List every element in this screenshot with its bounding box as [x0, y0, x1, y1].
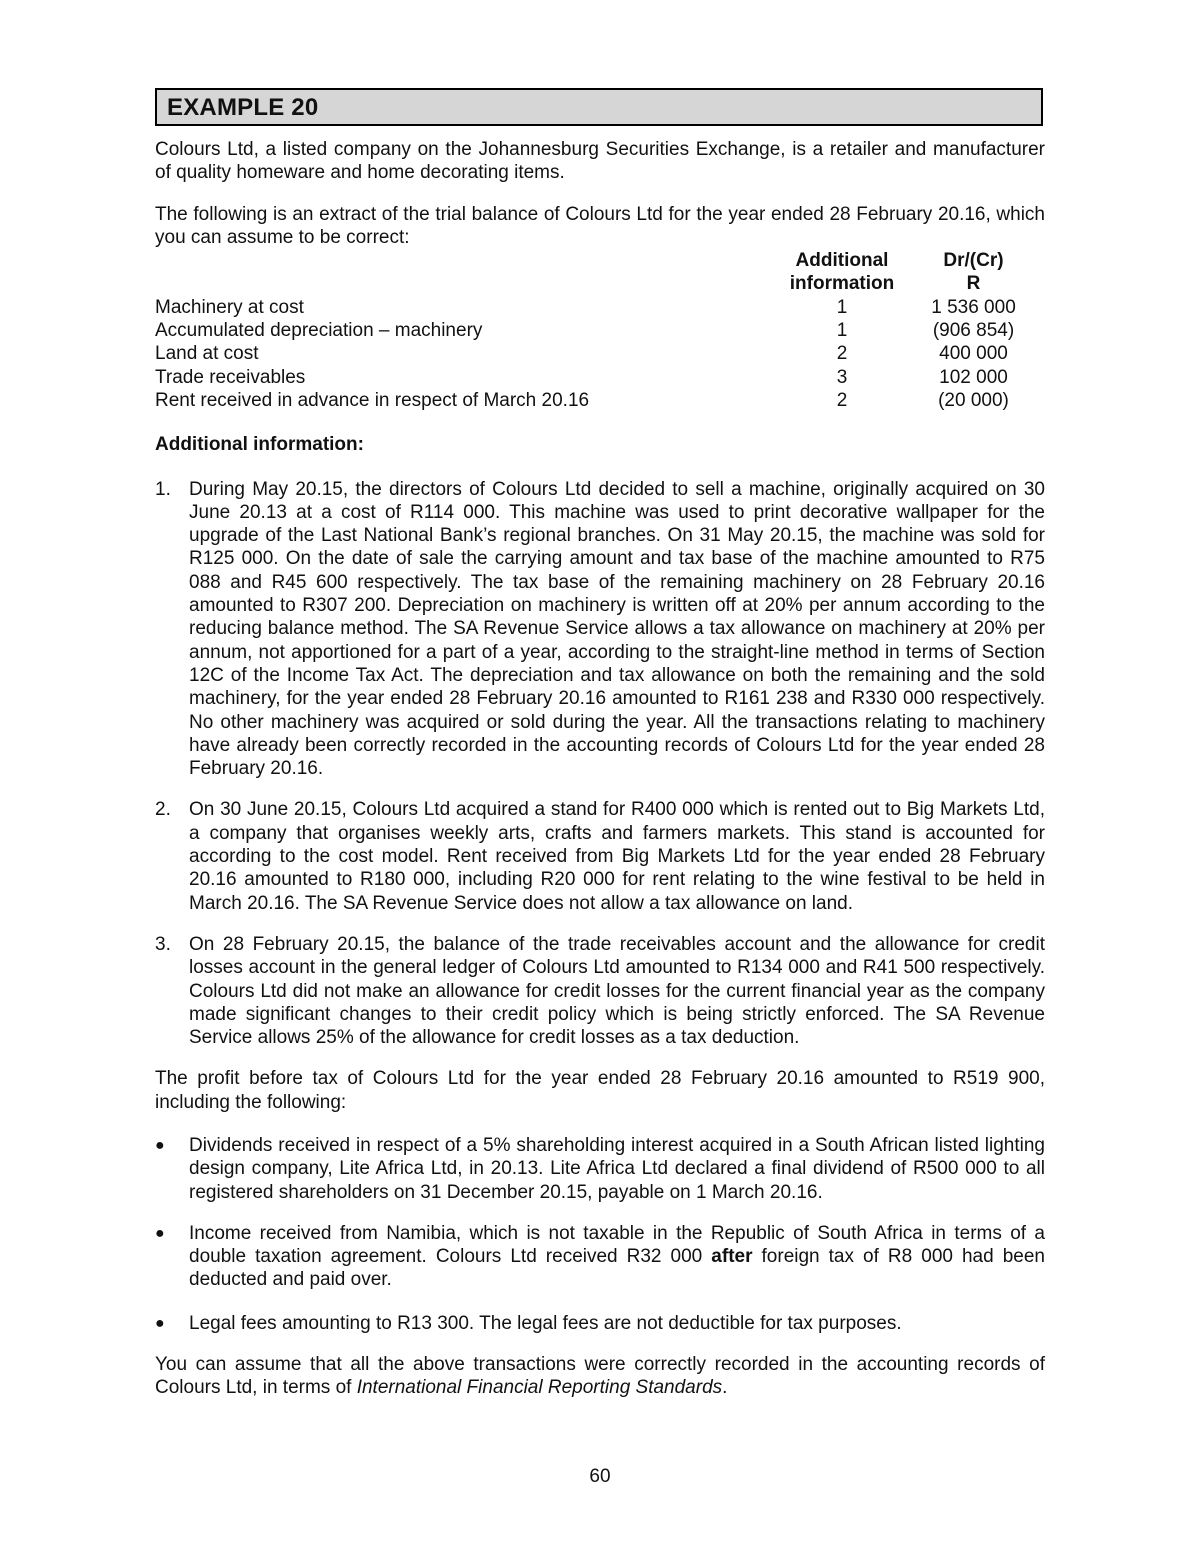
row-amount: 1 536 000 [931, 296, 1016, 318]
trial-balance-intro: The following is an extract of the trial balance of Colours Ltd for the year ended 28 February 20.16, which you can assume to be correct: [155, 203, 1045, 248]
list-item-text: During May 20.15, the directors of Colours Ltd decided to sell a machine, originally acquired on 30 June 20.13 at a cost of R114 000. This machine was used to print decorative wallpaper for the upgrade of the Last National Bank’s regional branches. On 31 May 20.15, the machine was sold for R125 000. On the date of sale the carrying amount and tax base of the machine amounted to R75 088 and R45 600 respectively. The tax base of the remaining machinery on 28 February 20.16 amounted to R307 200. Depreciation on machinery is written off at 20% per annum according to the reducing balance method. The SA Revenue Service allows a tax allowance on machinery at 20% per annum, not apportioned for a part of a year, according to the straight-line method in terms of Section 12C of the Income Tax Act. The depreciation and tax allowance on both the remaining and the sold machinery, for the year ended 28 February 20.16 amounted to R161 238 and R330 000 respectively. No other machinery was acquired or sold during the year. All the transactions relating to machinery have already been correctly recorded in the accounting records of Colours Ltd for the year ended 28 February 20.16. [189, 478, 1045, 780]
closing-text: You can assume that all the above transactions were correctly recorded in the accounting records of Colours Ltd, in terms of [155, 1354, 1045, 1399]
row-info: 1 [836, 296, 848, 318]
list-item [155, 798, 1045, 914]
profit-paragraph: The profit before tax of Colours Ltd for the year ended 28 February 20.16 amounted to R519 900, including the following: [155, 1068, 1045, 1113]
row-info: 2 [836, 389, 848, 411]
intro-paragraph: Colours Ltd, a listed company on the Johannesburg Securities Exchange, is a retailer and manufacturer of quality homeware and home decorating items. [155, 139, 1045, 184]
table-row [155, 389, 1045, 412]
table-row [155, 366, 1045, 389]
trial-balance-header-row-1 [155, 249, 1045, 272]
row-description: Trade receivables [155, 366, 306, 388]
row-amount: 400 000 [939, 343, 1008, 365]
closing-italic-text: International Financial Reporting Standards [356, 1377, 723, 1399]
list-item-text: On 28 February 20.15, the balance of the trade receivables account and the allowance for credit losses account in the general ledger of Colours Ltd amounted to R134 000 and R41 500 respectively. Colours Ltd did not make an allowance for credit losses for the current financial year as the company made significant changes to their credit policy which is being strictly enforced. The SA Revenue Service allows 25% of the allowance for credit losses as a tax deduction. [189, 933, 1045, 1049]
row-description: Machinery at cost [155, 296, 304, 318]
list-item [155, 933, 1045, 1049]
row-amount: 102 000 [939, 366, 1008, 388]
example-title-banner [155, 88, 1043, 126]
bullet-text: Legal fees amounting to R13 300. The legal fees are not deductible for tax purposes. [189, 1312, 902, 1334]
bullet-text [189, 1222, 1045, 1292]
example-title: EXAMPLE 20 [167, 94, 319, 121]
header-information: information [789, 273, 895, 295]
row-description: Land at cost [155, 343, 259, 365]
additional-information-heading: Additional information: [155, 434, 364, 456]
bullet-text-part: foreign tax of R8 000 had been deducted and paid over. [189, 1246, 1046, 1291]
row-amount: (20 000) [938, 389, 1009, 411]
table-row [155, 342, 1045, 365]
bullet-icon: ● [155, 1136, 165, 1154]
document-body [155, 138, 1045, 1400]
row-info: 2 [836, 343, 848, 365]
row-description: Rent received in advance in respect of March 20.16 [155, 389, 590, 411]
bullet-item [155, 1312, 1045, 1335]
closing-paragraph [155, 1353, 1045, 1400]
bullet-text-part: Income received from Namibia, which is not taxable in the Republic of South Africa in terms of a double taxation agreement. Colours Ltd received R32 000 [189, 1222, 1045, 1268]
row-amount: (906 854) [932, 320, 1015, 342]
header-additional: Additional [795, 250, 889, 272]
table-row [155, 296, 1045, 319]
header-drcr: Dr/(Cr) [943, 250, 1004, 272]
trial-balance-table [155, 249, 1045, 412]
bullet-item [155, 1222, 1045, 1292]
list-item-text: On 30 June 20.15, Colours Ltd acquired a stand for R400 000 which is rented out to Big Markets Ltd, a company that organises weekly arts, crafts and farmers markets. This stand is accounted for according to the cost model. Rent received from Big Markets Ltd for the year ended 28 February 20.16 amounted to R180 000, including R20 000 for rent relating to the wine festival to be held in March 20.16. The SA Revenue Service does not allow a tax allowance on land. [189, 799, 1045, 914]
trial-balance-header-row-2 [155, 272, 1045, 295]
list-item [155, 478, 1045, 781]
table-row [155, 319, 1045, 342]
header-currency: R [966, 273, 981, 295]
bullet-text: Dividends received in respect of a 5% shareholding interest acquired in a South African listed lighting design company, Lite Africa Ltd, in 20.13. Lite Africa Ltd declared a final dividend of R500 000 to all registered shareholders on 31 December 20.15, payable on 1 March 20.16. [189, 1134, 1045, 1203]
row-info: 3 [836, 366, 848, 388]
bullet-text-emphasis: after [711, 1246, 753, 1268]
row-description: Accumulated depreciation – machinery [155, 320, 483, 342]
list-item-number: 2. [155, 799, 171, 821]
bullet-icon: ● [155, 1224, 165, 1242]
bullet-icon: ● [155, 1314, 165, 1332]
closing-text-end: . [722, 1377, 728, 1399]
page-number: 60 [589, 1466, 611, 1487]
row-info: 1 [836, 320, 848, 342]
list-item-number: 3. [155, 933, 171, 955]
bullet-item [155, 1134, 1045, 1204]
list-item-number: 1. [155, 478, 171, 500]
